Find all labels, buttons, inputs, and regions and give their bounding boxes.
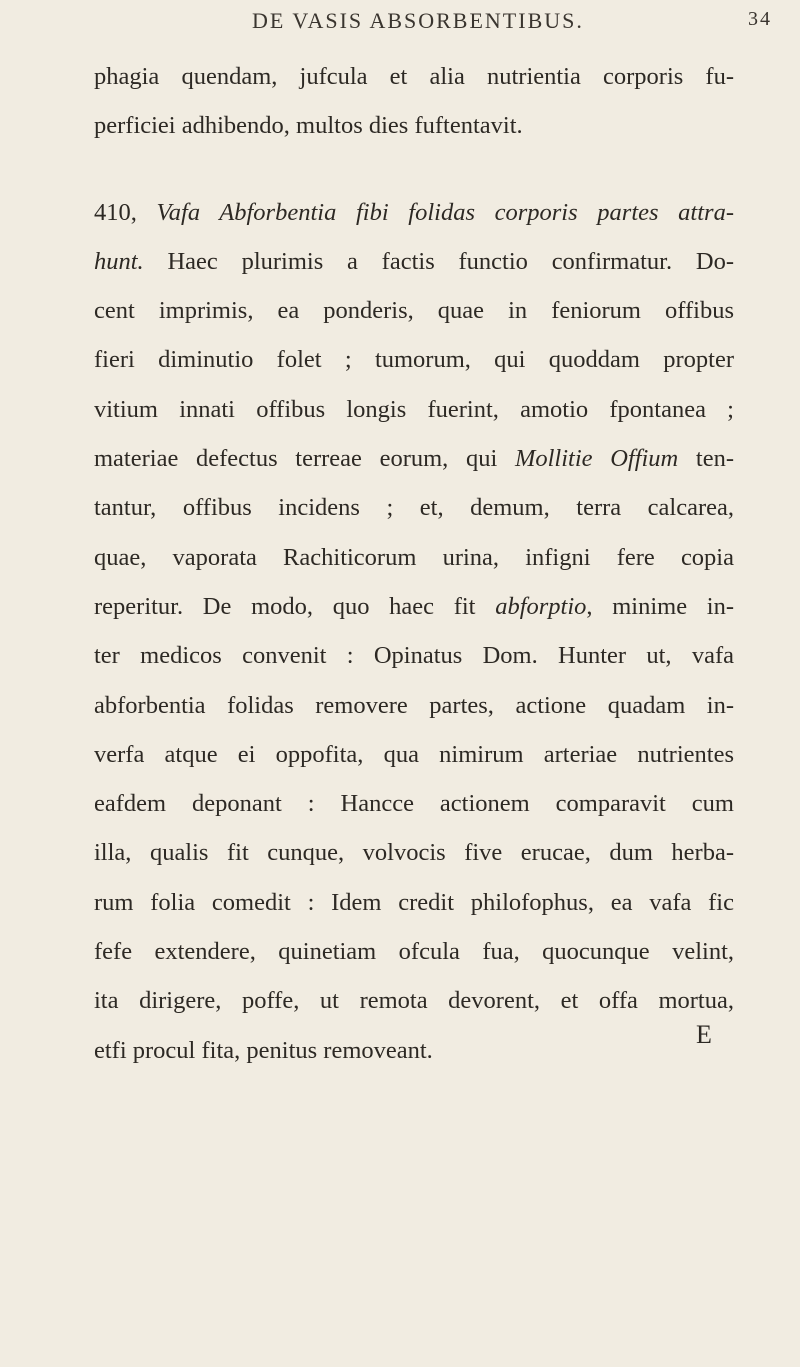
text-line: materiae defectus terreae eorum, qui Mollitie Offium ten- <box>94 445 735 473</box>
body-text <box>94 52 734 1075</box>
text-line: vitium innati offibus longis fuerint, amotio fpontanea ; <box>94 395 734 423</box>
text-line: ita dirigere, poffe, ut remota devorent, et offa mortua, <box>94 987 734 1015</box>
text-line: phagia quendam, jufcula et alia nutrientia corporis fu- <box>94 63 734 90</box>
text-line: quae, vaporata Rachiticorum urina, infigni fere copia <box>94 543 734 571</box>
text-line: tantur, offibus incidens ; et, demum, terra calcarea, <box>94 494 734 522</box>
catchword: E <box>696 1020 712 1049</box>
section-heading-line <box>94 188 734 237</box>
text-line: verfa atque ei oppofita, qua nimirum arteriae nutrientes <box>94 740 734 768</box>
text-line: reperitur. De modo, quo haec fit abforptio, minime in- <box>94 592 734 620</box>
text-line: fefe extendere, quinetiam ofcula fua, quocunque velint, <box>94 938 734 966</box>
text-line: cent imprimis, ea ponderis, quae in feniorum offibus <box>94 297 734 325</box>
text-line: hunt. Haec plurimis a factis functio confirmatur. Do- <box>94 247 734 275</box>
text-line: abforbentia folidas removere partes, actione quadam in- <box>94 691 734 719</box>
running-title: DE VASIS ABSORBENTIBUS. <box>252 8 584 33</box>
text-line: etfi procul fita, penitus removeant. <box>94 1036 433 1064</box>
italic-term: Mollitie Offium <box>514 445 679 473</box>
page-number: 34 <box>748 8 772 30</box>
text-line: rum folia comedit : Idem credit philofophus, ea vafa fic <box>94 888 734 916</box>
section-heading-end: hunt. <box>94 247 144 275</box>
italic-term: abforptio <box>495 592 587 620</box>
text-line: fieri diminutio folet ; tumorum, qui quoddam propter <box>94 346 734 374</box>
section-number: 410, <box>94 198 137 226</box>
text-line: ter medicos convenit : Opinatus Dom. Hunter ut, vafa <box>94 642 734 670</box>
text-line: illa, qualis fit cunque, volvocis five erucae, dum herba- <box>94 839 734 867</box>
text-line: perficiei adhibendo, multos dies fuftentavit. <box>94 112 523 140</box>
text-line: eafdem deponant : Hancce actionem comparavit cum <box>94 790 734 818</box>
section-heading: Vafa Abforbentia fibi folidas corporis partes attra- <box>156 198 734 226</box>
